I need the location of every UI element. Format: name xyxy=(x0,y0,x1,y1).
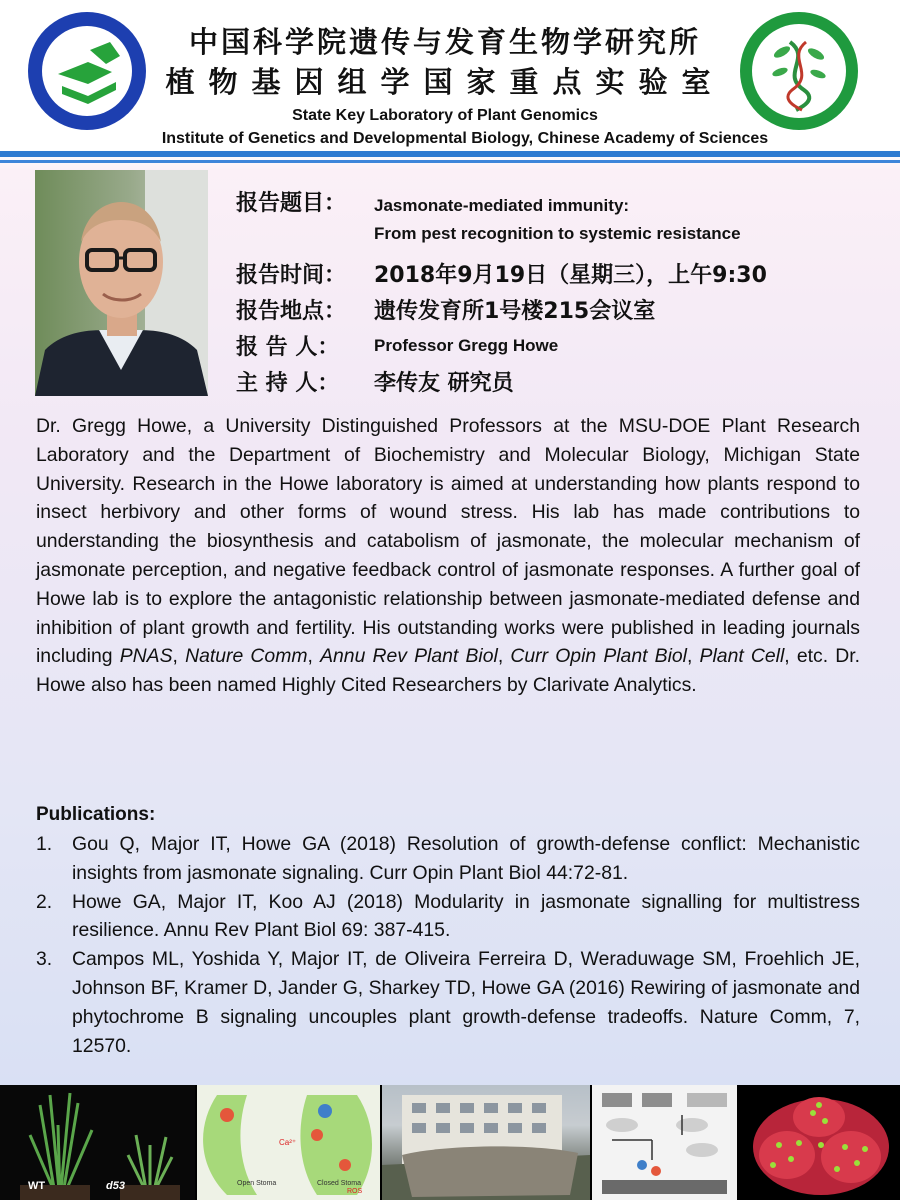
dna-helix-icon xyxy=(740,12,858,130)
talk-title-line2: From pest recognition to systemic resistance xyxy=(374,224,741,243)
journal-plant-cell: Plant Cell xyxy=(699,645,785,668)
stoma-diagram-image xyxy=(197,1085,380,1200)
publication-list xyxy=(36,830,860,1060)
talk-host-value: 李传友 研究员 xyxy=(374,371,514,396)
igdb-logo xyxy=(28,12,146,130)
stoma-diagram-icon xyxy=(197,1085,380,1200)
header-title-en-2: Institute of Genetics and Developmental Biology, Chinese Academy of Sciences xyxy=(161,130,769,147)
talk-host-label: 主 持 人： xyxy=(236,371,340,396)
image-strip xyxy=(0,1085,900,1200)
microscopy-icon xyxy=(739,1085,900,1200)
header-divider-thick xyxy=(0,151,900,157)
speaker-bio xyxy=(36,412,860,700)
signaling-pathway-image xyxy=(592,1085,737,1200)
pathway-diagram-icon xyxy=(592,1085,737,1200)
stoma-label-ca: Ca²⁺ xyxy=(279,1138,297,1147)
talk-location-label: 报告地点： xyxy=(236,299,347,324)
talk-location-value: 遗传发育所1号楼215会议室 xyxy=(374,299,656,324)
journal-nature-comm: Nature Comm xyxy=(185,645,308,668)
plant-genomics-lab-logo xyxy=(740,12,858,130)
bio-text-2: , etc. Dr. Howe also has been named Highly Cited Researchers by Clarivate Analytics. xyxy=(36,645,861,697)
header-title-en-1: State Key Laboratory of Plant Genomics xyxy=(292,107,598,124)
journal-curr-opin: Curr Opin Plant Biol xyxy=(510,645,687,668)
bio-text-1: Dr. Gregg Howe, a University Distinguished Professors at the MSU-DOE Plant Research Laboratory and the Department of Biochemistry and Molecular Biology, Michigan State University. Research in the Howe laboratory is aimed at understanding how plants respond to insect herbivory and other forms of wound stress. His lab has made contributions to understanding the biosynthesis and catabolism of jasmonate, the molecular mechanism of jasmonate perception, and negative feedback control of jasmonate responses. A further goal of Howe lab is to explore the antagonistic relationship between jasmonate-mediated defense and inhibition of plant growth and fertility. His outstanding works were published in leading journals including xyxy=(36,415,860,668)
rice-plant-icon xyxy=(0,1085,195,1200)
rice-label-mutant: d53 xyxy=(106,1180,125,1192)
stoma-label-open: Open Stoma xyxy=(237,1180,277,1187)
microscopy-image xyxy=(739,1085,900,1200)
header-title-cn-2: 植物基因组学国家重点实验室 xyxy=(165,65,725,99)
talk-speaker-row xyxy=(236,330,876,366)
talk-speaker-label: 报 告 人： xyxy=(236,335,340,360)
talk-time-value: 2018年9月19日（星期三），上午9:30 xyxy=(374,263,767,288)
bio-sep-3: , xyxy=(497,645,511,668)
talk-time-row xyxy=(236,258,876,294)
stoma-label-ros: ROS xyxy=(347,1188,363,1195)
publications-heading: Publications: xyxy=(36,804,156,825)
publication-item: 3. Campos ML, Yoshida Y, Major IT, de Oliveira Ferreira D, Weraduwage SM, Froehlich JE, Johnson BF, Kramer D, Jander G, Sharkey TD, Howe GA (2016) Rewiring of jasmonate and phytochrome B signaling uncouples plant growth-defense tradeoffs. Nature Comm, 7, 12570. xyxy=(36,948,860,1057)
bio-sep-1: , xyxy=(172,645,186,668)
header xyxy=(0,0,900,150)
institute-building-image xyxy=(382,1085,590,1200)
talk-title-line1: Jasmonate-mediated immunity: xyxy=(374,196,630,215)
igdb-logo-icon xyxy=(28,12,146,130)
talk-speaker-value: Professor Gregg Howe xyxy=(374,336,559,355)
rice-label-wt: WT xyxy=(28,1180,46,1192)
header-divider-thin xyxy=(0,160,900,163)
talk-title-label: 报告题目： xyxy=(236,191,347,216)
talk-time-label: 报告时间： xyxy=(236,263,347,288)
bio-sep-4: , xyxy=(687,645,700,668)
talk-info xyxy=(236,186,876,402)
talk-location-row xyxy=(236,294,876,330)
header-title-cn-1: 中国科学院遗传与发育生物学研究所 xyxy=(188,25,701,59)
rice-plants-image xyxy=(0,1085,195,1200)
building-icon xyxy=(382,1085,590,1200)
publication-item: 2. Howe GA, Major IT, Koo AJ (2018) Modularity in jasmonate signalling for multistress resilience. Annu Rev Plant Biol 69: 387-415. xyxy=(36,890,860,942)
stoma-label-closed: Closed Stoma xyxy=(317,1180,361,1187)
publication-item: 1. Gou Q, Major IT, Howe GA (2018) Resolution of growth-defense conflict: Mechanistic insights from jasmonate signaling. Curr Opin Plant Biol 44:72-81. xyxy=(36,833,860,884)
speaker-photo xyxy=(35,170,208,396)
bio-sep-2: , xyxy=(307,645,321,668)
talk-title-row xyxy=(236,186,876,258)
speaker-portrait-icon xyxy=(35,170,208,396)
journal-pnas: PNAS xyxy=(119,645,173,668)
journal-annu-rev: Annu Rev Plant Biol xyxy=(320,645,498,668)
talk-host-row xyxy=(236,366,876,402)
